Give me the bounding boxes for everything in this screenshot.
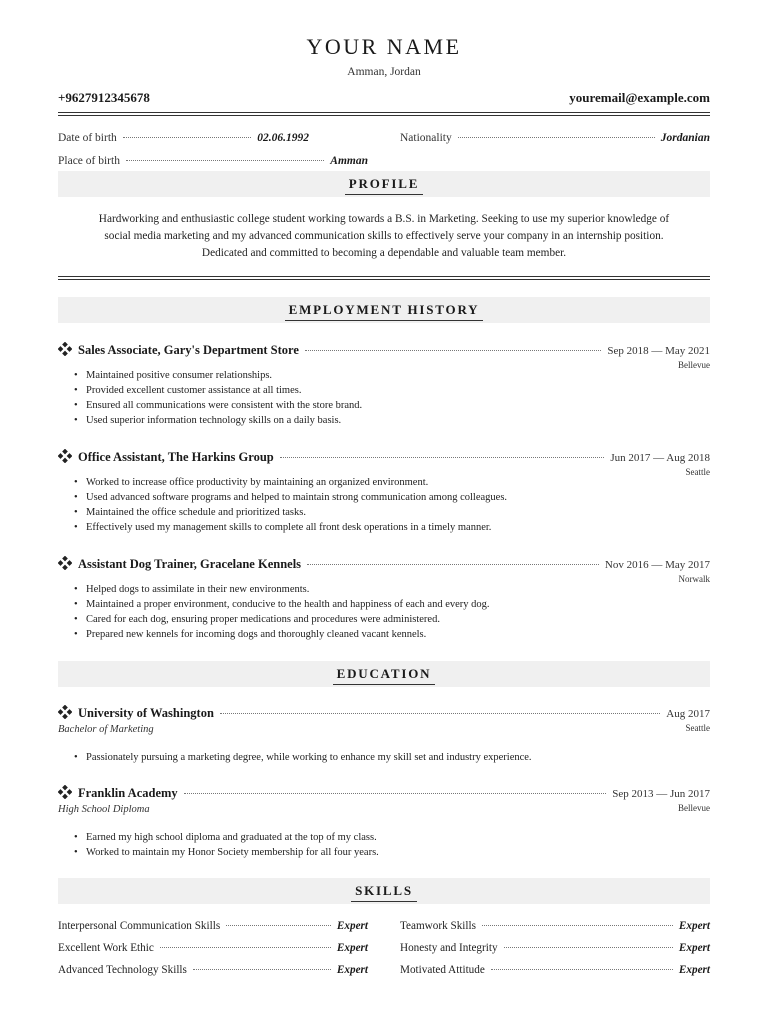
list-item: • Provided excellent customer assistance at all times. bbox=[72, 383, 702, 398]
skill-name: Advanced Technology Skills bbox=[58, 964, 187, 976]
school-bullets bbox=[72, 830, 702, 860]
profile-line: Dedicated and committed to becoming a dependable and valuable team member. bbox=[201, 247, 567, 259]
email-address: youremail@example.com bbox=[569, 90, 710, 105]
degree-title: High School Diploma bbox=[58, 804, 150, 815]
degree-title: Bachelor of Marketing bbox=[58, 724, 154, 735]
profile-divider bbox=[58, 276, 710, 280]
list-item: • Cared for each dog, ensuring proper medications and procedures were administered. bbox=[72, 612, 702, 627]
list-item: • Passionately pursuing a marketing degree, while working to enhance my skill set and industry experience. bbox=[72, 750, 702, 765]
dot-leader bbox=[126, 160, 324, 161]
dot-leader bbox=[123, 137, 251, 138]
education-entry-header bbox=[58, 783, 710, 801]
list-item: • Earned my high school diploma and graduated at the top of my class. bbox=[72, 830, 702, 845]
dob-field bbox=[58, 132, 309, 144]
school-city: Seattle bbox=[685, 723, 710, 733]
dob-label: Date of birth bbox=[58, 132, 117, 144]
school-name: University of Washington bbox=[78, 706, 214, 720]
skill-level: Expert bbox=[336, 920, 368, 932]
job-title: Sales Associate, Gary's Department Store bbox=[78, 343, 299, 357]
nationality-field bbox=[400, 132, 710, 144]
list-item: • Maintained the office schedule and prioritized tasks. bbox=[72, 505, 702, 520]
nationality-label: Nationality bbox=[400, 132, 452, 144]
list-item: • Prepared new kennels for incoming dogs and thoroughly cleaned vacant kennels. bbox=[72, 627, 702, 642]
personal-details-row-2 bbox=[58, 155, 710, 167]
skills-row bbox=[58, 942, 710, 954]
skill-name: Honesty and Integrity bbox=[400, 942, 498, 954]
list-item: • Maintained a proper environment, conducive to the health and happiness of each and every dog. bbox=[72, 597, 702, 612]
dot-leader bbox=[305, 350, 601, 351]
skill-level: Expert bbox=[678, 964, 710, 976]
pob-label: Place of birth bbox=[58, 155, 120, 167]
dot-leader bbox=[458, 137, 655, 138]
job-bullets bbox=[72, 582, 702, 642]
skills-heading-band bbox=[58, 878, 710, 904]
skill-item bbox=[400, 964, 710, 976]
job-entry-header bbox=[58, 447, 710, 465]
school-city: Bellevue bbox=[678, 803, 710, 813]
skill-item bbox=[400, 942, 710, 954]
dot-leader bbox=[226, 925, 331, 926]
resume-name: YOUR NAME bbox=[306, 34, 462, 59]
profile-line: Hardworking and enthusiastic college student working towards a B.S. in Marketing. Seeking to use my superior knowledge of bbox=[98, 213, 670, 225]
profile-heading-band bbox=[58, 171, 710, 197]
school-dates: Aug 2017 bbox=[666, 708, 710, 720]
diamond-cluster-icon bbox=[58, 785, 72, 799]
nationality-value: Jordanian bbox=[660, 132, 710, 144]
dot-leader bbox=[307, 564, 599, 565]
list-item: • Used advanced software programs and helped to maintain strong communication among colleagues. bbox=[72, 490, 702, 505]
education-entry-header bbox=[58, 703, 710, 721]
skills-row bbox=[58, 964, 710, 976]
education-heading-band bbox=[58, 661, 710, 687]
location: Amman, Jordan bbox=[347, 66, 421, 78]
profile-heading: PROFILE bbox=[345, 173, 423, 195]
dot-leader bbox=[504, 947, 673, 948]
skill-level: Expert bbox=[678, 920, 710, 932]
list-item: • Helped dogs to assimilate in their new environments. bbox=[72, 582, 702, 597]
skill-name: Interpersonal Communication Skills bbox=[58, 920, 221, 932]
school-dates: Sep 2013 — Jun 2017 bbox=[612, 788, 710, 800]
job-title: Office Assistant, The Harkins Group bbox=[78, 450, 274, 464]
profile-line: social media marketing and my advanced communication skills to effectively serve your company in an internship position. bbox=[104, 230, 664, 242]
profile-summary bbox=[58, 211, 710, 262]
skills-heading: SKILLS bbox=[351, 880, 417, 902]
job-dates: Sep 2018 — May 2021 bbox=[607, 345, 710, 357]
employment-heading: EMPLOYMENT HISTORY bbox=[285, 299, 484, 321]
dot-leader bbox=[193, 969, 331, 970]
skill-name: Teamwork Skills bbox=[400, 920, 476, 932]
skill-item bbox=[400, 920, 710, 932]
list-item: • Worked to increase office productivity by maintaining an organized environment. bbox=[72, 475, 702, 490]
skill-name: Excellent Work Ethic bbox=[58, 942, 154, 954]
diamond-cluster-icon bbox=[58, 449, 72, 463]
contact-row bbox=[58, 90, 710, 106]
dob-value: 02.06.1992 bbox=[257, 132, 309, 144]
school-name: Franklin Academy bbox=[78, 786, 178, 800]
job-dates: Nov 2016 — May 2017 bbox=[604, 559, 710, 571]
list-item: • Worked to maintain my Honor Society membership for all four years. bbox=[72, 845, 702, 860]
list-item: • Ensured all communications were consistent with the store brand. bbox=[72, 398, 702, 413]
header-divider bbox=[58, 112, 710, 116]
list-item: • Effectively used my management skills to complete all front desk operations in a timely manner. bbox=[72, 520, 702, 535]
skills-row bbox=[58, 920, 710, 932]
job-entry-header bbox=[58, 340, 710, 358]
job-dates: Jun 2017 — Aug 2018 bbox=[610, 452, 710, 464]
school-bullets bbox=[72, 750, 702, 765]
skill-item bbox=[58, 964, 368, 976]
dot-leader bbox=[491, 969, 673, 970]
job-city: Seattle bbox=[685, 467, 710, 477]
job-entry-header bbox=[58, 554, 710, 572]
job-city: Norwalk bbox=[678, 574, 710, 584]
list-item: • Used superior information technology skills on a daily basis. bbox=[72, 413, 702, 428]
pob-value: Amman bbox=[330, 155, 368, 167]
education-heading: EDUCATION bbox=[333, 663, 436, 685]
pob-field bbox=[58, 155, 368, 167]
skill-item bbox=[58, 920, 368, 932]
dot-leader bbox=[184, 793, 607, 794]
job-title: Assistant Dog Trainer, Gracelane Kennels bbox=[78, 557, 302, 571]
job-bullets bbox=[72, 368, 702, 428]
diamond-cluster-icon bbox=[58, 342, 72, 356]
skill-level: Expert bbox=[336, 964, 368, 976]
list-item: • Maintained positive consumer relationships. bbox=[72, 368, 702, 383]
dot-leader bbox=[220, 713, 660, 714]
dot-leader bbox=[160, 947, 331, 948]
job-city: Bellevue bbox=[678, 360, 710, 370]
job-bullets bbox=[72, 475, 702, 535]
employment-heading-band bbox=[58, 297, 710, 323]
personal-details-row-1 bbox=[58, 132, 710, 144]
diamond-cluster-icon bbox=[58, 705, 72, 719]
skill-level: Expert bbox=[336, 942, 368, 954]
skill-item bbox=[58, 942, 368, 954]
dot-leader bbox=[482, 925, 673, 926]
dot-leader bbox=[280, 457, 605, 458]
skill-level: Expert bbox=[678, 942, 710, 954]
phone-number: +9627912345678 bbox=[58, 90, 150, 105]
skill-name: Motivated Attitude bbox=[400, 964, 485, 976]
diamond-cluster-icon bbox=[58, 556, 72, 570]
